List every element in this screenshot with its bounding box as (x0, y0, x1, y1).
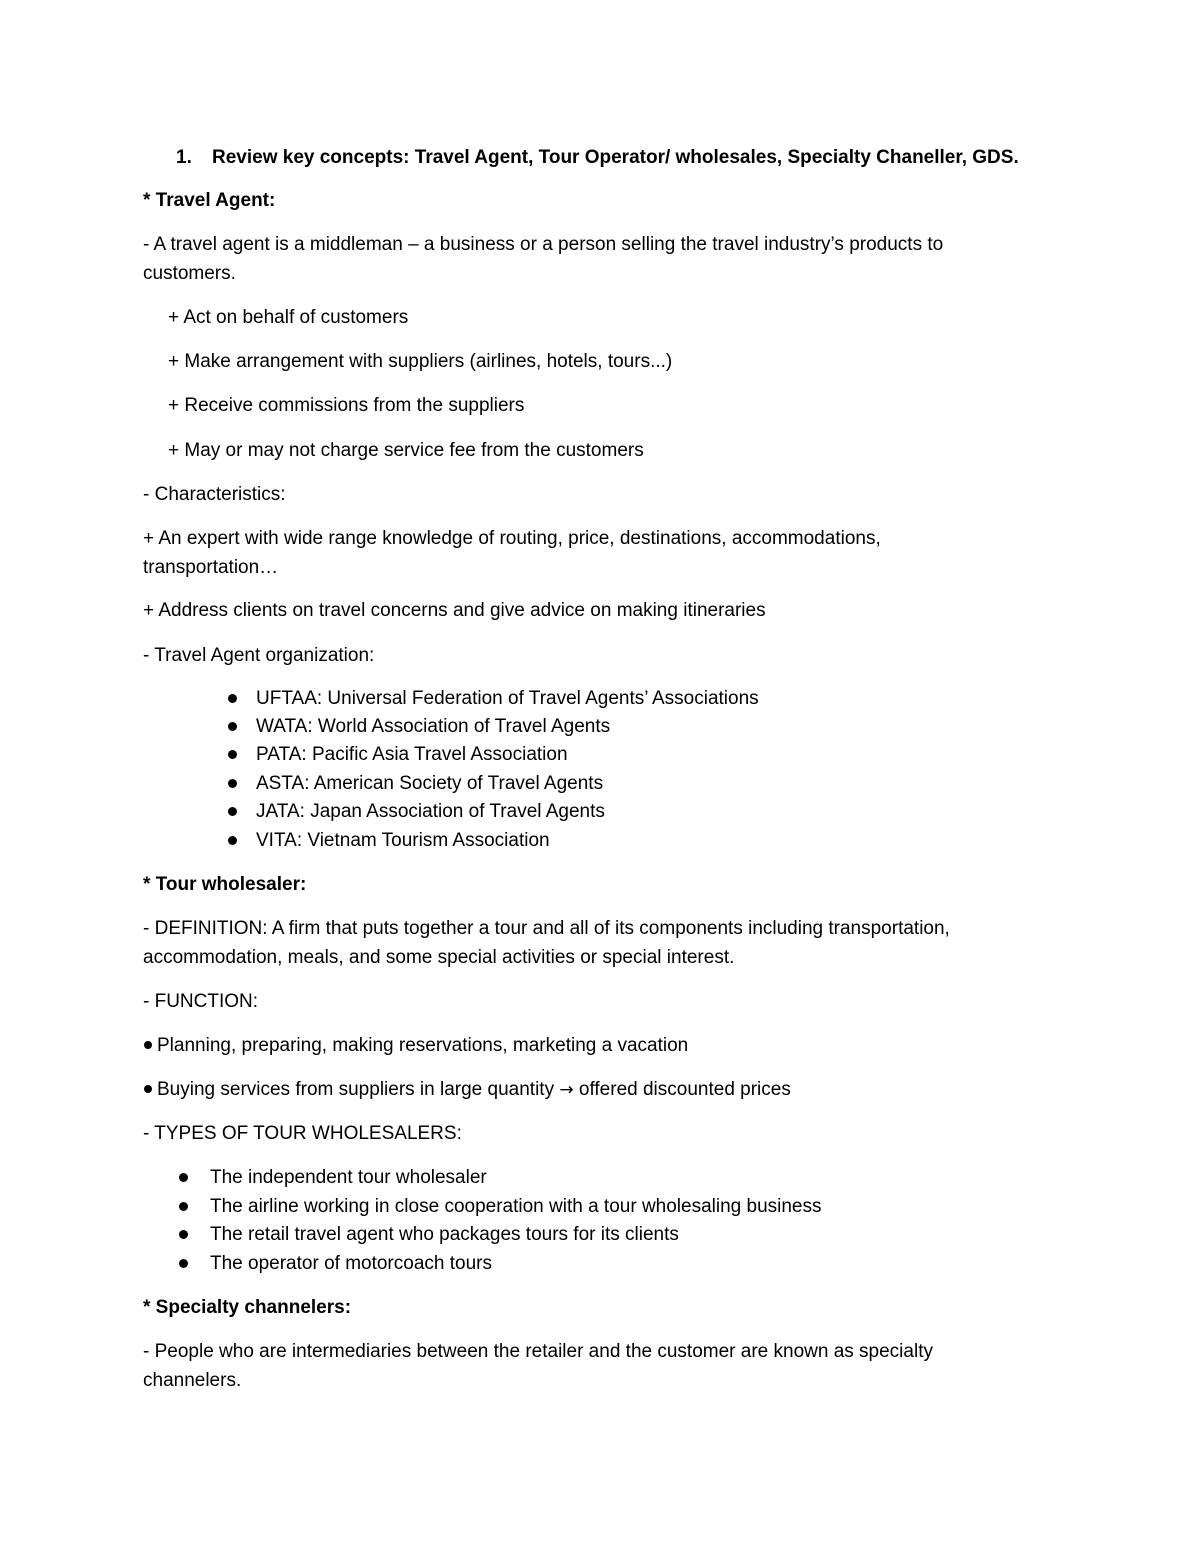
bullet-icon (228, 722, 237, 731)
organization-item: ASTA: American Society of Travel Agents (256, 773, 604, 794)
channelers-definition-line2: channelers. (143, 1370, 242, 1391)
travel-agent-role: + Make arrangement with suppliers (airlines, hotels, tours...) (168, 351, 673, 372)
bullet-icon (228, 694, 237, 703)
function-item-text: Buying services from suppliers in large quantity (157, 1079, 555, 1100)
organization-label: - Travel Agent organization: (143, 645, 375, 666)
bullet-icon (228, 779, 237, 788)
organization-item: JATA: Japan Association of Travel Agents (256, 801, 605, 822)
organization-item: UFTAA: Universal Federation of Travel Agents’ Associations (256, 688, 759, 709)
wholesaler-definition-line2: accommodation, meals, and some special activities or special interest. (143, 947, 735, 968)
characteristic-line: + An expert with wide range knowledge of routing, price, destinations, accommodations, (143, 528, 881, 549)
wholesaler-type-item: The independent tour wholesaler (210, 1167, 487, 1188)
bullet-icon (228, 836, 237, 845)
bullet-icon (228, 750, 237, 759)
bullet-icon (179, 1173, 188, 1182)
section-title-tour-wholesaler: * Tour wholesaler: (143, 874, 307, 895)
function-label: - FUNCTION: (143, 991, 259, 1012)
characteristics-label: - Characteristics: (143, 484, 286, 505)
travel-agent-role: + Receive commissions from the suppliers (168, 395, 525, 416)
characteristic-line: + Address clients on travel concerns and give advice on making itineraries (143, 600, 766, 621)
wholesaler-type-item: The airline working in close cooperation with a tour wholesaling business (210, 1196, 822, 1217)
travel-agent-role: + May or may not charge service fee from the customers (168, 440, 644, 461)
wholesaler-type-item: The operator of motorcoach tours (210, 1253, 492, 1274)
section-title-specialty-channelers: * Specialty channelers: (143, 1297, 352, 1318)
heading-number: 1. (176, 147, 192, 168)
wholesaler-type-item: The retail travel agent who packages tours for its clients (210, 1224, 679, 1245)
function-item (157, 1078, 791, 1102)
travel-agent-definition-line2: customers. (143, 263, 236, 284)
bullet-icon (228, 807, 237, 816)
wholesaler-definition-line1: - DEFINITION: A firm that puts together a tour and all of its components including transportation, (143, 918, 950, 939)
organization-item: PATA: Pacific Asia Travel Association (256, 744, 568, 765)
bullet-icon (144, 1041, 152, 1049)
organization-item: VITA: Vietnam Tourism Association (256, 830, 550, 851)
travel-agent-role: + Act on behalf of customers (168, 307, 409, 328)
bullet-icon (179, 1259, 188, 1268)
bullet-icon (144, 1085, 152, 1093)
arrow-right-icon: → (559, 1080, 574, 1100)
heading-title: Review key concepts: Travel Agent, Tour Operator/ wholesales, Specialty Chaneller, GDS. (212, 147, 1019, 168)
channelers-definition-line1: - People who are intermediaries between the retailer and the customer are known as specialty (143, 1341, 933, 1362)
function-item-text: offered discounted prices (578, 1079, 791, 1100)
section-title-travel-agent: * Travel Agent: (143, 190, 276, 211)
characteristic-line: transportation… (143, 557, 279, 578)
bullet-icon (179, 1202, 188, 1211)
bullet-icon (179, 1230, 188, 1239)
travel-agent-definition-line1: - A travel agent is a middleman – a business or a person selling the travel industry’s products to (143, 234, 944, 255)
organization-item: WATA: World Association of Travel Agents (256, 716, 611, 737)
types-label: - TYPES OF TOUR WHOLESALERS: (143, 1123, 462, 1144)
function-item: Planning, preparing, making reservations, marketing a vacation (157, 1035, 689, 1056)
